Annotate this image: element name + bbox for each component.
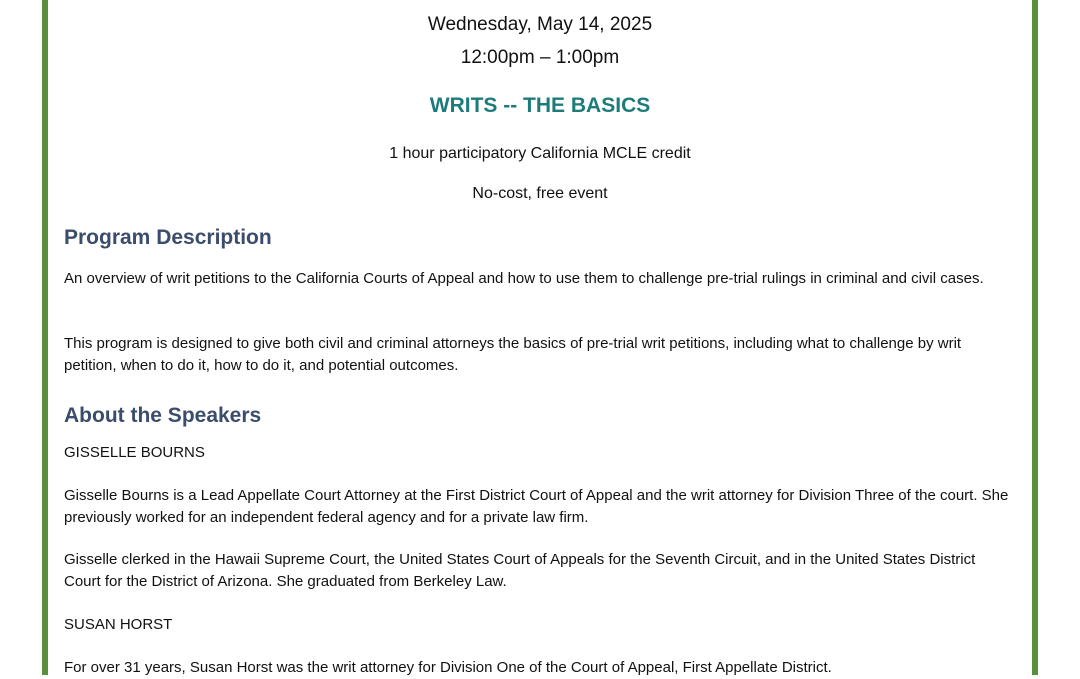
speaker-name-1: GISSELLE BOURNS: [64, 444, 205, 461]
flyer-content: [64, 0, 1016, 675]
about-speakers-heading: About the Speakers: [64, 404, 262, 427]
mcle-credit: 1 hour participatory California MCLE credit: [389, 145, 691, 162]
event-date: Wednesday, May 14, 2025: [427, 14, 653, 35]
event-cost: No-cost, free event: [472, 185, 608, 202]
program-paragraph-2: This program is designed to give both civil and criminal attorneys the basics of pre-trial writ petitions, including what to challenge by writ petition, when to do it, how to do it, and potential outcomes.: [64, 335, 962, 374]
speaker-1-bio-paragraph-1: Gisselle Bourns is a Lead Appellate Court Attorney at the First District Court of Appeal and the writ attorney for Division Three of the court. She previously worked for an independent federal agency and for a private law firm.: [64, 487, 1009, 526]
page-border-left: [42, 0, 48, 675]
page-border-right: [1032, 0, 1038, 675]
program-description-heading: Program Description: [64, 226, 272, 249]
event-time: 12:00pm – 1:00pm: [460, 47, 620, 68]
event-title: WRITS -- THE BASICS: [429, 94, 651, 117]
program-paragraph-1: An overview of writ petitions to the California Courts of Appeal and how to use them to challenge pre-trial rulings in criminal and civil cases.: [64, 270, 984, 287]
speaker-name-2: SUSAN HORST: [64, 616, 173, 633]
speaker-1-bio-paragraph-2: Gisselle clerked in the Hawaii Supreme Court, the United States Court of Appeals for the Seventh Circuit, and in the United States District Court for the District of Arizona. She graduated from Berkeley Law.: [64, 551, 976, 590]
speaker-2-bio-paragraph-1: For over 31 years, Susan Horst was the writ attorney for Division One of the Court of Appeal, First Appellate District.: [64, 659, 832, 676]
